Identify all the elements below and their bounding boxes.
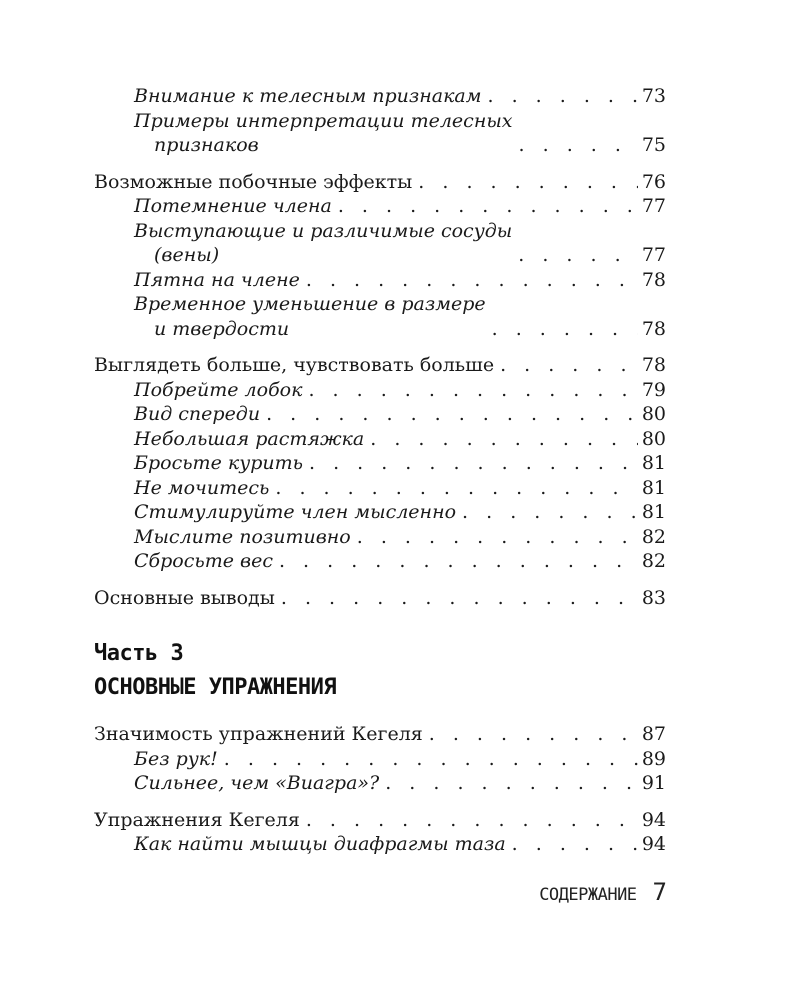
dot-leader: [423, 722, 638, 747]
toc-entry-title: Мыслите позитивно: [134, 525, 351, 548]
dot-leader: [486, 317, 638, 342]
dot-leader: [379, 771, 638, 796]
toc-entry-title-line: признаков: [154, 134, 259, 156]
toc-entry-title: Сильнее, чем «Виагра»?: [134, 772, 380, 794]
dot-leader: [351, 525, 638, 550]
toc-page-number: 77: [641, 195, 666, 217]
toc-entry-title: Выглядеть больше, чувствовать больше: [94, 354, 495, 376]
toc-entry-title: [134, 109, 513, 158]
toc-page-number: 81: [641, 452, 666, 474]
toc-entry-title-line: Выступающие и различимые сосуды: [134, 219, 513, 242]
toc-page-number: 89: [641, 747, 666, 770]
toc-entry-title: Как найти мышцы диафрагмы таза: [134, 833, 506, 855]
toc-entry-title: [134, 292, 486, 341]
toc-subentry[interactable]: [94, 476, 666, 501]
toc-page-number: 94: [641, 833, 666, 855]
toc-subentry[interactable]: [94, 292, 666, 341]
dot-leader: [494, 353, 638, 378]
toc-entry-title: Внимание к телесным признакам: [134, 85, 482, 107]
dot-leader: [412, 170, 638, 195]
toc-entry-title-line: Временное уменьшение в размере: [134, 293, 486, 315]
dot-leader: [275, 586, 638, 611]
toc-subentry[interactable]: [94, 500, 666, 525]
toc-entry-title: Побрейте лобок: [134, 378, 303, 401]
toc-subentry[interactable]: [94, 109, 666, 158]
toc-entry-title-line: и твердости: [154, 317, 290, 340]
dot-leader: [332, 194, 638, 219]
toc-entry[interactable]: [94, 170, 666, 195]
dot-leader: [456, 500, 638, 525]
dot-leader: [218, 747, 638, 772]
toc-group: [94, 84, 666, 158]
toc-subentry[interactable]: [94, 549, 666, 574]
toc-entry-title: [134, 219, 512, 268]
toc-subentry[interactable]: [94, 427, 666, 452]
toc-page-number: 80: [641, 427, 666, 450]
toc-entry-title-line: (вены): [154, 244, 220, 266]
toc-entry-title: Пятна на члене: [134, 268, 300, 291]
toc-entry[interactable]: [94, 808, 666, 833]
toc-subentry[interactable]: [94, 832, 666, 857]
toc-page-number: 73: [641, 85, 666, 107]
page-number: 7: [652, 878, 667, 906]
toc-entry-title: Бросьте курить: [134, 452, 303, 474]
toc-page-number: 76: [641, 170, 666, 193]
toc-subentry[interactable]: [94, 268, 666, 293]
toc-entry[interactable]: [94, 722, 666, 747]
dot-leader: [273, 549, 638, 574]
toc-entry-title: Вид спереди: [134, 403, 261, 425]
toc-page-number: 82: [641, 550, 666, 572]
toc-group: [94, 586, 666, 611]
table-of-contents: [94, 84, 666, 869]
toc-page-number: 94: [641, 808, 666, 831]
toc-subentry[interactable]: [94, 378, 666, 403]
dot-leader: [300, 808, 638, 833]
toc-entry-title: Без рук!: [134, 747, 218, 770]
toc-page-number: 82: [641, 525, 666, 548]
dot-leader: [303, 451, 638, 476]
toc-entry[interactable]: [94, 586, 666, 611]
toc-entry-title: Стимулируйте член мысленно: [134, 501, 457, 523]
toc-page-number: 77: [641, 244, 666, 266]
toc-page-number: 91: [641, 772, 666, 794]
toc-entry-title: Сбросьте вес: [134, 550, 273, 572]
toc-page-number: 78: [641, 317, 666, 340]
dot-leader: [260, 402, 638, 427]
dot-leader: [512, 243, 638, 268]
part-title: ОСНОВНЫЕ УПРАЖНЕНИЯ: [94, 675, 337, 700]
toc-entry-title: Потемнение члена: [134, 195, 332, 217]
part-label: Часть 3: [94, 641, 184, 666]
toc-subentry[interactable]: [94, 84, 666, 109]
running-footer-label: СОДЕРЖАНИЕ: [539, 885, 637, 905]
toc-subentry[interactable]: [94, 747, 666, 772]
toc-subentry[interactable]: [94, 451, 666, 476]
toc-subentry[interactable]: [94, 219, 666, 268]
dot-leader: [300, 268, 638, 293]
toc-entry-title: Упражнения Кегеля: [94, 808, 300, 831]
toc-subentry[interactable]: [94, 402, 666, 427]
toc-subentry[interactable]: [94, 194, 666, 219]
dot-leader: [482, 84, 638, 109]
dot-leader: [506, 832, 638, 857]
dot-leader: [302, 378, 638, 403]
toc-entry-title: Небольшая растяжка: [134, 427, 365, 450]
toc-page-number: 78: [641, 354, 666, 376]
toc-subentry[interactable]: [94, 771, 666, 796]
toc-entry-title-line: Примеры интерпретации телесных: [134, 109, 513, 132]
dot-leader: [513, 133, 638, 158]
toc-group: [94, 808, 666, 857]
toc-page-number: 83: [641, 586, 666, 609]
dot-leader: [269, 476, 638, 501]
toc-entry-title: Не мочитесь: [134, 476, 270, 499]
toc-entry-title: Значимость упражнений Кегеля: [94, 723, 423, 745]
toc-page-number: 79: [641, 378, 666, 401]
toc-subentry[interactable]: [94, 525, 666, 550]
toc-page-number: 81: [641, 476, 666, 499]
toc-group: [94, 170, 666, 342]
toc-entry[interactable]: [94, 353, 666, 378]
toc-group: [94, 722, 666, 796]
dot-leader: [364, 427, 638, 452]
toc-page-number: 75: [641, 134, 666, 156]
toc-entry-title: Основные выводы: [94, 586, 275, 609]
part-heading: [94, 638, 666, 706]
toc-group: [94, 353, 666, 574]
toc-entry-title: Возможные побочные эффекты: [94, 170, 413, 193]
toc-page-number: 81: [641, 501, 666, 523]
toc-page-number: 78: [641, 268, 666, 291]
toc-page-number: 80: [641, 403, 666, 425]
toc-page-number: 87: [641, 723, 666, 745]
page-footer: [515, 878, 667, 906]
